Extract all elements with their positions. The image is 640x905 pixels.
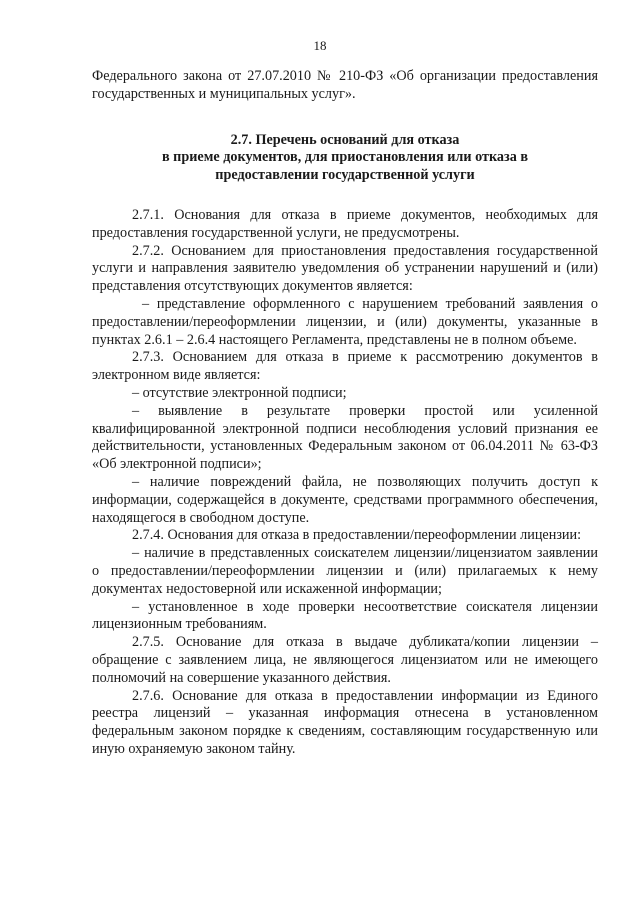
paragraph-2-7-5: 2.7.5. Основание для отказа в выдаче дубликата/копии лицензии – обращение с заявлением лица, не являющегося лицензиатом или не имеющего полномочий на совершение указанного действия. [92,634,598,686]
paragraph-2-7-2-item: – представление оформленного с нарушением требований заявления о предоставлении/переоформлении лицензии, и (или) документы, указанные в пунктах 2.6.1 – 2.6.4 настоящего Регламента, представлены не в полном объеме. [92,295,598,348]
document-body [92,68,598,759]
paragraph-2-7-3-item-2: – выявление в результате проверки простой или усиленной квалифицированной электронной подписи несоблюдения условий признания ее действительности, установленных Федеральным законом от 06.04.2011 № 63-ФЗ «Об электронной подписи»; [92,402,598,473]
heading-line-3: предоставлении государственной услуги [215,167,475,184]
paragraph-2-7-3: 2.7.3. Основанием для отказа в приеме к рассмотрению документов в электронном виде является: [92,349,598,384]
paragraph-2-7-4-item-1: – наличие в представленных соискателем лицензии/лицензиатом заявлении о предоставлении/переоформлении лицензии и (или) прилагаемых к нему документах недостоверной или искаженной информации; [92,545,598,597]
paragraph-2-7-1: 2.7.1. Основания для отказа в приеме документов, необходимых для предоставления государственной услуги, не предусмотрены. [92,206,598,241]
heading-line-2: в приеме документов, для приостановления или отказа в [161,149,529,166]
section-heading [92,132,598,185]
heading-line-1: 2.7. Перечень оснований для отказа [230,131,460,148]
paragraph-2-7-3-item-3: – наличие повреждений файла, не позволяющих получить доступ к информации, содержащейся в документе, средствами программного обеспечения, находящегося в свободном доступе. [92,473,598,526]
paragraph-2-7-2: 2.7.2. Основанием для приостановления предоставления государственной услуги и направления заявителю уведомления об устранении нарушений и (или) представления отсутствующих документов является: [92,242,598,295]
intro-paragraph: Федерального закона от 27.07.2010 № 210-ФЗ «Об организации предоставления государственных и муниципальных услуг». [92,68,598,102]
paragraph-2-7-4-item-2: – установленное в ходе проверки несоответствие соискателя лицензии лицензионным требованиям. [92,598,598,633]
page-number: 18 [313,38,327,53]
paragraph-2-7-4: 2.7.4. Основания для отказа в предоставлении/переоформлении лицензии: [132,527,582,544]
paragraph-2-7-3-item-1: – отсутствие электронной подписи; [132,384,347,401]
paragraph-2-7-6: 2.7.6. Основание для отказа в предоставлении информации из Единого реестра лицензий – указанная информация отнесена в установленном федеральным законом порядке к сведениям, составляющим государственную или иную охраняемую законом тайну. [92,687,598,757]
